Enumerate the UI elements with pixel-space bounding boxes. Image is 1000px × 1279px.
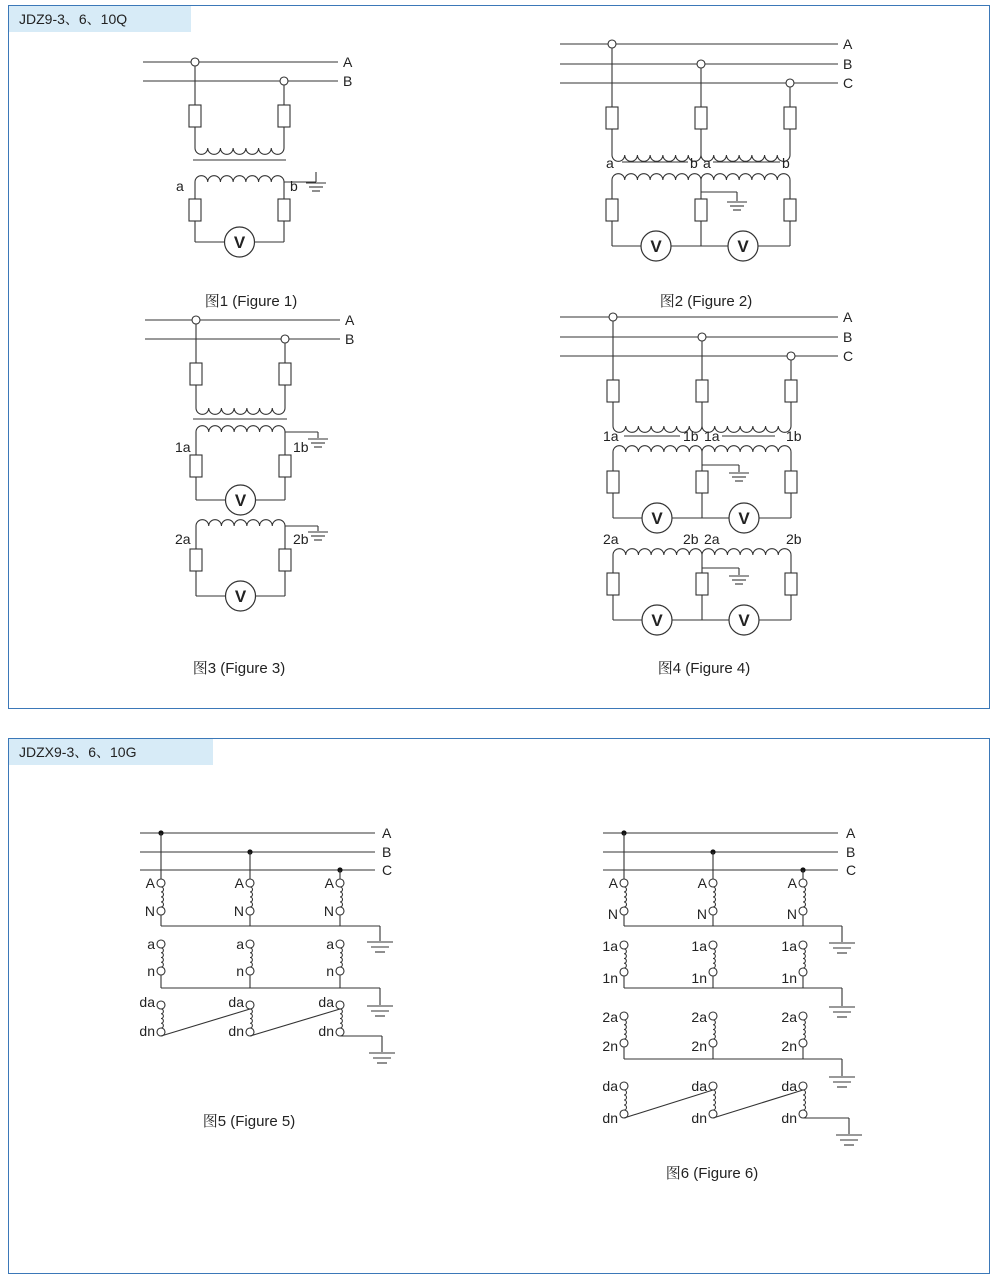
- terminal-b: b: [690, 155, 698, 171]
- terminal-2a: 2a: [704, 531, 720, 547]
- terminal-circle: [786, 79, 794, 87]
- terminal-da: da: [318, 994, 334, 1010]
- winding-icon: [624, 1090, 627, 1110]
- terminal-da: da: [691, 1078, 707, 1094]
- terminal-circle: [799, 1039, 807, 1047]
- panel-jdzx9-title: JDZX9-3、6、10G: [9, 739, 213, 765]
- winding-icon: [612, 174, 701, 180]
- winding-icon: [713, 1020, 715, 1039]
- terminal-circle: [709, 907, 717, 915]
- phase-label-b: B: [843, 329, 853, 345]
- voltmeter-label: V: [651, 611, 663, 630]
- phase-label-a: A: [843, 309, 853, 325]
- fuse-icon: [279, 549, 291, 571]
- winding-icon: [624, 949, 626, 968]
- fuse-icon: [278, 105, 290, 127]
- terminal-circle: [281, 335, 289, 343]
- terminal-dn: dn: [228, 1023, 244, 1039]
- terminal-circle: [620, 907, 628, 915]
- terminal-circle: [246, 940, 254, 948]
- winding-icon: [803, 949, 805, 968]
- figure-4-caption: 图4 (Figure 4): [657, 660, 751, 677]
- winding-icon: [161, 948, 163, 967]
- terminal-N: N: [696, 906, 707, 922]
- terminal-circle: [157, 907, 165, 915]
- phase-label-a: A: [382, 825, 392, 841]
- winding-icon: [713, 949, 715, 968]
- figure-3-caption: 图3 (Figure 3): [192, 660, 286, 677]
- terminal-circle: [620, 1082, 628, 1090]
- terminal-2a: 2a: [602, 1009, 618, 1025]
- terminal-2b: 2b: [786, 531, 802, 547]
- winding-icon: [250, 1009, 252, 1028]
- terminal-circle: [336, 940, 344, 948]
- terminal-a: a: [326, 936, 334, 952]
- winding-icon: [196, 426, 285, 432]
- terminal-circle: [336, 907, 344, 915]
- fuse-icon: [696, 380, 708, 402]
- fuse-icon: [607, 471, 619, 493]
- winding-icon: [612, 155, 701, 161]
- terminal-2b: 2b: [683, 531, 699, 547]
- terminal-circle: [157, 940, 165, 948]
- figure-3: [145, 312, 355, 677]
- terminal-circle: [620, 1012, 628, 1020]
- terminal-circle: [336, 967, 344, 975]
- terminal-a: a: [606, 155, 614, 171]
- terminal-circle: [799, 941, 807, 949]
- fuse-icon: [279, 363, 291, 385]
- fuse-icon: [190, 455, 202, 477]
- terminal-1a: 1a: [175, 439, 191, 455]
- winding-icon: [701, 174, 790, 180]
- terminal-1a: 1a: [603, 428, 619, 444]
- fuse-icon: [695, 199, 707, 221]
- panel-jdz9-title: JDZ9-3、6、10Q: [9, 6, 191, 32]
- winding-icon: [195, 148, 284, 154]
- terminal-b: b: [290, 178, 298, 194]
- fuse-icon: [784, 107, 796, 129]
- terminal-circle: [709, 968, 717, 976]
- terminal-da: da: [139, 994, 155, 1010]
- winding-icon: [161, 1009, 163, 1028]
- terminal-circle: [246, 907, 254, 915]
- terminal-2n: 2n: [691, 1038, 707, 1054]
- terminal-circle: [608, 40, 616, 48]
- voltmeter-label: V: [233, 233, 246, 252]
- phase-label-b: B: [382, 844, 392, 860]
- winding-icon: [624, 1020, 626, 1039]
- terminal-circle: [280, 77, 288, 85]
- terminal-circle: [799, 1110, 807, 1118]
- voltmeter-label: V: [650, 237, 662, 256]
- phase-label-b: B: [345, 331, 355, 347]
- winding-icon: [701, 155, 790, 161]
- figure-4: [560, 309, 853, 677]
- winding-icon: [803, 1090, 806, 1110]
- phase-label-b: B: [846, 844, 856, 860]
- winding-icon: [161, 887, 164, 907]
- terminal-circle: [709, 1012, 717, 1020]
- terminal-circle: [709, 1039, 717, 1047]
- phase-label-c: C: [846, 862, 857, 878]
- terminal-N: N: [323, 903, 334, 919]
- terminal-da: da: [781, 1078, 797, 1094]
- terminal-2a: 2a: [175, 531, 191, 547]
- terminal-da: da: [228, 994, 244, 1010]
- phase-label-c: C: [843, 75, 854, 91]
- terminal-1n: 1n: [691, 970, 707, 986]
- fuse-icon: [696, 471, 708, 493]
- terminal-circle: [799, 968, 807, 976]
- terminal-circle: [246, 879, 254, 887]
- terminal-2a: 2a: [603, 531, 619, 547]
- terminal-circle: [709, 879, 717, 887]
- figure-1: [143, 54, 353, 310]
- terminal-circle: [799, 1082, 807, 1090]
- terminal-circle: [157, 1001, 165, 1009]
- fuse-icon: [606, 199, 618, 221]
- fuse-icon: [190, 363, 202, 385]
- voltmeter-label: V: [738, 611, 750, 630]
- terminal-2a: 2a: [781, 1009, 797, 1025]
- terminal-1b: 1b: [293, 439, 309, 455]
- fuse-icon: [606, 107, 618, 129]
- terminal-circle: [799, 879, 807, 887]
- terminal-circle: [336, 1028, 344, 1036]
- figure-5: [139, 825, 395, 1130]
- voltmeter-label: V: [738, 509, 750, 528]
- terminal-dn: dn: [691, 1110, 707, 1126]
- phase-label-b: B: [343, 73, 353, 89]
- terminal-da: da: [602, 1078, 618, 1094]
- terminal-circle: [620, 968, 628, 976]
- terminal-dn: dn: [318, 1023, 334, 1039]
- terminal-2n: 2n: [781, 1038, 797, 1054]
- terminal-circle: [698, 333, 706, 341]
- terminal-N: N: [233, 903, 244, 919]
- terminal-dn: dn: [781, 1110, 797, 1126]
- winding-icon: [702, 446, 791, 452]
- fuse-icon: [279, 455, 291, 477]
- terminal-dn: dn: [602, 1110, 618, 1126]
- winding-icon: [803, 887, 806, 907]
- terminal-circle: [246, 967, 254, 975]
- winding-icon: [250, 948, 252, 967]
- voltmeter-label: V: [737, 237, 749, 256]
- winding-icon: [340, 1009, 342, 1028]
- winding-icon: [250, 887, 253, 907]
- winding-icon: [613, 549, 702, 555]
- terminal-circle: [799, 1012, 807, 1020]
- fuse-icon: [695, 107, 707, 129]
- terminal-2n: 2n: [602, 1038, 618, 1054]
- fuse-icon: [785, 573, 797, 595]
- fuse-icon: [607, 380, 619, 402]
- figure-2-caption: 图2 (Figure 2): [659, 293, 753, 310]
- terminal-a: a: [176, 178, 184, 194]
- terminal-1n: 1n: [602, 970, 618, 986]
- fuse-icon: [785, 471, 797, 493]
- figure-1-caption: 图1 (Figure 1): [204, 293, 298, 310]
- terminal-n: n: [147, 963, 155, 979]
- terminal-n: n: [326, 963, 334, 979]
- terminal-circle: [799, 907, 807, 915]
- fuse-icon: [696, 573, 708, 595]
- terminal-N: N: [144, 903, 155, 919]
- figure-6: [602, 825, 862, 1182]
- terminal-a: a: [703, 155, 711, 171]
- fuse-icon: [190, 549, 202, 571]
- phase-label-a: A: [345, 312, 355, 328]
- figure-2: [560, 36, 853, 310]
- terminal-b: b: [782, 155, 790, 171]
- winding-icon: [702, 549, 791, 555]
- terminal-circle: [157, 967, 165, 975]
- figure-5-caption: 图5 (Figure 5): [202, 1113, 296, 1130]
- terminal-2a: 2a: [691, 1009, 707, 1025]
- terminal-circle: [709, 1082, 717, 1090]
- winding-icon: [196, 520, 285, 526]
- terminal-a: a: [147, 936, 155, 952]
- phase-label-b: B: [843, 56, 853, 72]
- terminal-1a: 1a: [602, 938, 618, 954]
- fuse-icon: [607, 573, 619, 595]
- terminal-N: N: [786, 906, 797, 922]
- voltmeter-label: V: [234, 491, 247, 510]
- phase-label-a: A: [846, 825, 856, 841]
- terminal-A: A: [324, 875, 334, 891]
- phase-label-c: C: [843, 348, 854, 364]
- winding-icon: [195, 176, 284, 182]
- terminal-A: A: [697, 875, 707, 891]
- terminal-circle: [709, 941, 717, 949]
- winding-icon: [340, 887, 343, 907]
- terminal-dn: dn: [139, 1023, 155, 1039]
- terminal-circle: [620, 941, 628, 949]
- winding-icon: [713, 1090, 716, 1110]
- winding-icon: [340, 948, 342, 967]
- terminal-circle: [157, 879, 165, 887]
- voltmeter-label: V: [234, 587, 247, 606]
- winding-icon: [713, 887, 716, 907]
- terminal-A: A: [608, 875, 618, 891]
- figure-6-caption: 图6 (Figure 6): [665, 1165, 759, 1182]
- winding-icon: [803, 1020, 805, 1039]
- terminal-circle: [192, 316, 200, 324]
- voltmeter-label: V: [651, 509, 663, 528]
- winding-icon: [624, 887, 627, 907]
- terminal-1b: 1b: [786, 428, 802, 444]
- terminal-1a: 1a: [704, 428, 720, 444]
- terminal-n: n: [236, 963, 244, 979]
- fuse-icon: [189, 105, 201, 127]
- terminal-circle: [620, 879, 628, 887]
- terminal-A: A: [787, 875, 797, 891]
- phase-label-c: C: [382, 862, 393, 878]
- fuse-icon: [785, 380, 797, 402]
- terminal-1a: 1a: [781, 938, 797, 954]
- terminal-circle: [697, 60, 705, 68]
- terminal-A: A: [145, 875, 155, 891]
- terminal-circle: [336, 1001, 344, 1009]
- terminal-circle: [620, 1039, 628, 1047]
- terminal-circle: [191, 58, 199, 66]
- winding-icon: [613, 446, 702, 452]
- terminal-a: a: [236, 936, 244, 952]
- terminal-A: A: [234, 875, 244, 891]
- terminal-1b: 1b: [683, 428, 699, 444]
- terminal-N: N: [607, 906, 618, 922]
- terminal-circle: [246, 1001, 254, 1009]
- terminal-circle: [336, 879, 344, 887]
- terminal-circle: [609, 313, 617, 321]
- terminal-1n: 1n: [781, 970, 797, 986]
- phase-label-a: A: [843, 36, 853, 52]
- fuse-icon: [278, 199, 290, 221]
- fuse-icon: [784, 199, 796, 221]
- winding-icon: [196, 408, 285, 414]
- terminal-2b: 2b: [293, 531, 309, 547]
- phase-label-a: A: [343, 54, 353, 70]
- terminal-circle: [787, 352, 795, 360]
- fuse-icon: [189, 199, 201, 221]
- terminal-1a: 1a: [691, 938, 707, 954]
